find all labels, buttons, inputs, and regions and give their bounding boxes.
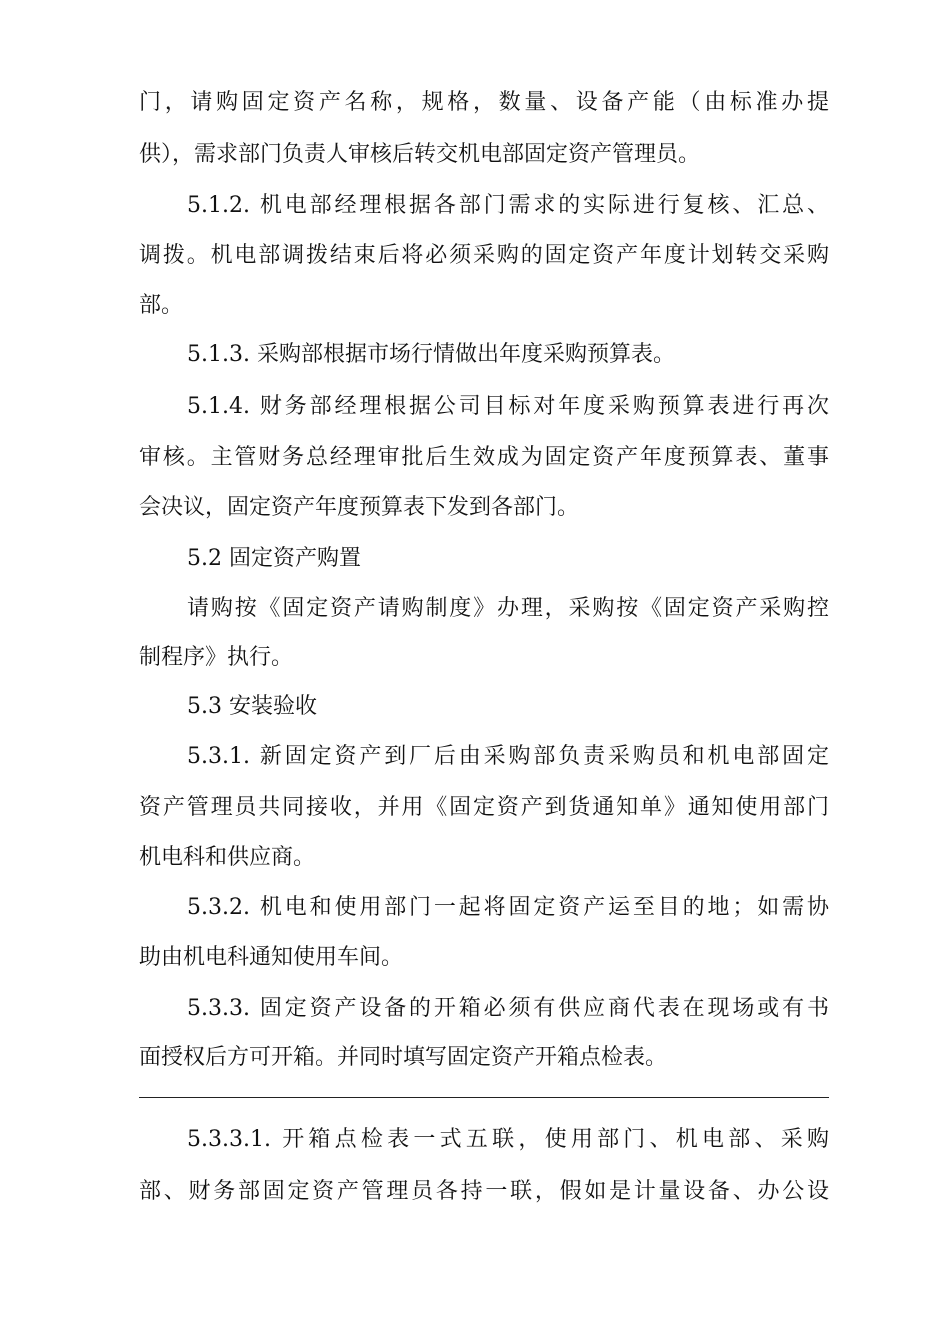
- paragraph-line: 5.1.2. 机电部经理根据各部门需求的实际进行复核、汇总、: [187, 193, 829, 218]
- paragraph-line: 面授权后方可开箱。并同时填写固定资产开箱点检表。: [139, 1045, 668, 1070]
- paragraph-line: 助由机电科通知使用车间。: [139, 945, 404, 970]
- paragraph-line: 5.3.1. 新固定资产到厂后由采购部负责采购员和机电部固定: [187, 744, 829, 769]
- paragraph-line: 调拨。机电部调拨结束后将必须采购的固定资产年度计划转交采购: [139, 243, 829, 268]
- paragraph-line: 供），需求部门负责人审核后转交机电部固定资产管理员。: [139, 142, 701, 167]
- paragraph-line: 5.3.3. 固定资产设备的开箱必须有供应商代表在现场或有书: [187, 996, 829, 1021]
- paragraph-line: 会决议，固定资产年度预算表下发到各部门。: [139, 495, 580, 520]
- paragraph-line: 制程序》执行。: [139, 645, 294, 670]
- paragraph-line: 机电科和供应商。: [139, 845, 316, 870]
- section-heading: 5.2 固定资产购置: [187, 546, 361, 571]
- page-divider: [139, 1097, 829, 1098]
- paragraph-line: 审核。主管财务总经理审批后生效成为固定资产年度预算表、董事: [139, 445, 829, 470]
- paragraph-line: 资产管理员共同接收，并用《固定资产到货通知单》通知使用部门: [139, 795, 829, 820]
- paragraph-line: 5.3.2. 机电和使用部门一起将固定资产运至目的地；如需协: [187, 895, 829, 920]
- paragraph-line: 部、财务部固定资产管理员各持一联，假如是计量设备、办公设: [139, 1179, 829, 1204]
- paragraph-line: 请购按《固定资产请购制度》办理，采购按《固定资产采购控: [187, 596, 829, 621]
- paragraph-line: 5.1.3. 采购部根据市场行情做出年度采购预算表。: [187, 342, 675, 367]
- paragraph-line: 门，请购固定资产名称，规格，数量、设备产能（由标准办提: [139, 90, 829, 115]
- paragraph-line: 5.3.3.1. 开箱点检表一式五联，使用部门、机电部、采购: [187, 1127, 829, 1152]
- section-heading: 5.3 安装验收: [187, 694, 317, 719]
- paragraph-line: 部。: [139, 293, 184, 318]
- paragraph-line: 5.1.4. 财务部经理根据公司目标对年度采购预算表进行再次: [187, 394, 829, 419]
